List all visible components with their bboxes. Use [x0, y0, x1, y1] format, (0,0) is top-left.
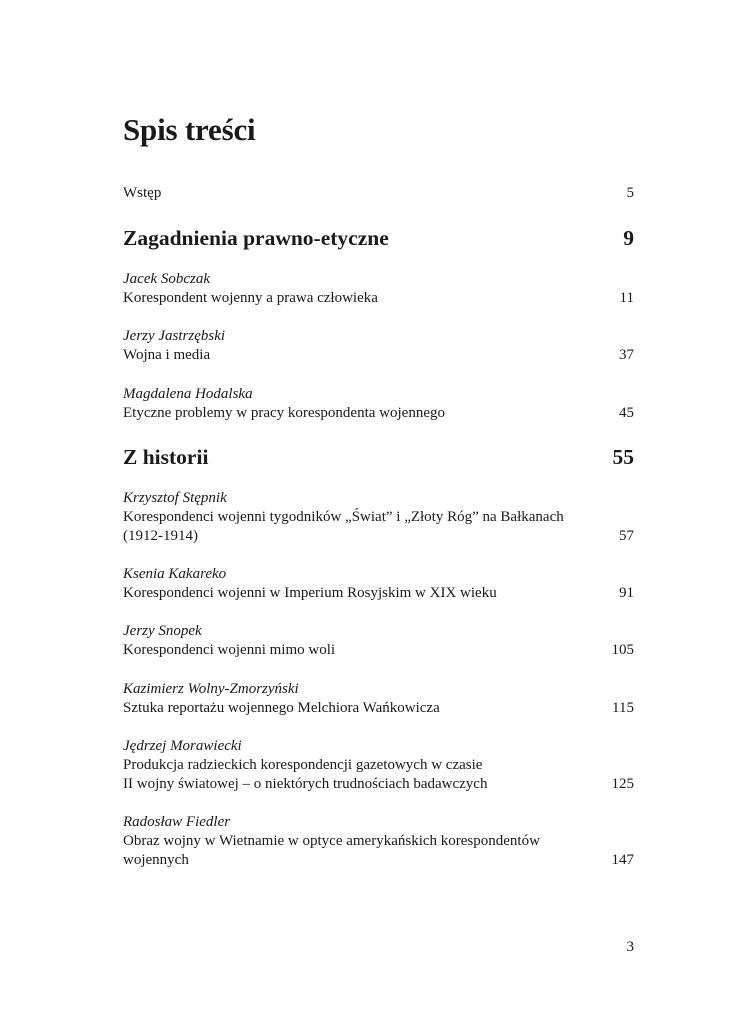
- section-heading: [123, 226, 634, 251]
- entry-title: Korespondenci wojenni w Imperium Rosyjskim w XIX wieku: [123, 585, 497, 601]
- entry-title-line: Obraz wojny w Wietnamie w optyce amerykańskich korespondentów: [123, 833, 540, 849]
- entry-page: 11: [619, 290, 634, 306]
- entry-title-line: [123, 699, 634, 718]
- entry-author: Kazimierz Wolny-Zmorzyński: [123, 681, 299, 697]
- section-title: Z historii: [123, 445, 209, 469]
- page-title: Spis treści: [123, 112, 256, 147]
- entry-page: 105: [611, 642, 634, 658]
- toc-entry: [123, 489, 634, 546]
- entry-title-line: Korespondenci wojenni tygodników „Świat” i „Złoty Róg” na Bałkanach: [123, 509, 564, 525]
- entry-page: 125: [611, 776, 634, 792]
- entry-title-line: [123, 641, 634, 660]
- toc-entry: [123, 385, 634, 423]
- entry-page: 91: [619, 585, 634, 601]
- toc-intro-label: Wstęp: [123, 185, 162, 201]
- entry-title: wojennych: [123, 852, 189, 868]
- toc-entry: [123, 737, 634, 794]
- entry-title-line: [123, 289, 634, 308]
- entry-author: Ksenia Kakareko: [123, 566, 227, 582]
- entry-title: Etyczne problemy w pracy korespondenta wojennego: [123, 405, 445, 421]
- section-page: 9: [623, 226, 634, 250]
- entry-title: Korespondent wojenny a prawa człowieka: [123, 290, 378, 306]
- section-heading: [123, 445, 634, 470]
- toc-entry: [123, 813, 634, 870]
- entry-author: Jerzy Snopek: [123, 623, 202, 639]
- entry-author: Jędrzej Morawiecki: [123, 738, 242, 754]
- entry-title-line: [123, 404, 634, 423]
- entry-author: Jacek Sobczak: [123, 271, 211, 287]
- toc-entry: [123, 327, 634, 365]
- toc-entry: [123, 565, 634, 603]
- section-title: Zagadnienia prawno-etyczne: [123, 226, 389, 250]
- entry-title: (1912-1914): [123, 528, 198, 544]
- entry-title-line: [123, 851, 634, 870]
- toc-intro-row: [123, 185, 634, 202]
- entry-title-line: [123, 584, 634, 603]
- entry-page: 37: [619, 347, 634, 363]
- page-number: 3: [626, 939, 634, 955]
- entry-title: Korespondenci wojenni mimo woli: [123, 642, 336, 658]
- entry-page: 147: [611, 852, 634, 868]
- entry-title: II wojny światowej – o niektórych trudnościach badawczych: [123, 776, 488, 792]
- entry-page: 57: [619, 528, 634, 544]
- entry-title: Sztuka reportażu wojennego Melchiora Wańkowicza: [123, 700, 440, 716]
- section-page: 55: [612, 445, 634, 469]
- entry-author: Krzysztof Stępnik: [123, 490, 227, 506]
- entry-page: 45: [619, 405, 634, 421]
- entry-author: Jerzy Jastrzębski: [123, 328, 226, 344]
- entry-title-line: Produkcja radzieckich korespondencji gazetowych w czasie: [123, 757, 483, 773]
- entry-title-line: [123, 346, 634, 365]
- entry-page: 115: [612, 700, 634, 716]
- entry-author: Magdalena Hodalska: [123, 386, 253, 402]
- entry-author: Radosław Fiedler: [123, 814, 231, 830]
- toc-entry: [123, 622, 634, 660]
- entry-title: Wojna i media: [123, 347, 211, 363]
- entry-title-line: [123, 527, 634, 546]
- toc-intro-page: 5: [626, 185, 634, 201]
- toc-entry: [123, 680, 634, 718]
- entry-title-line: [123, 775, 634, 794]
- toc-entry: [123, 270, 634, 308]
